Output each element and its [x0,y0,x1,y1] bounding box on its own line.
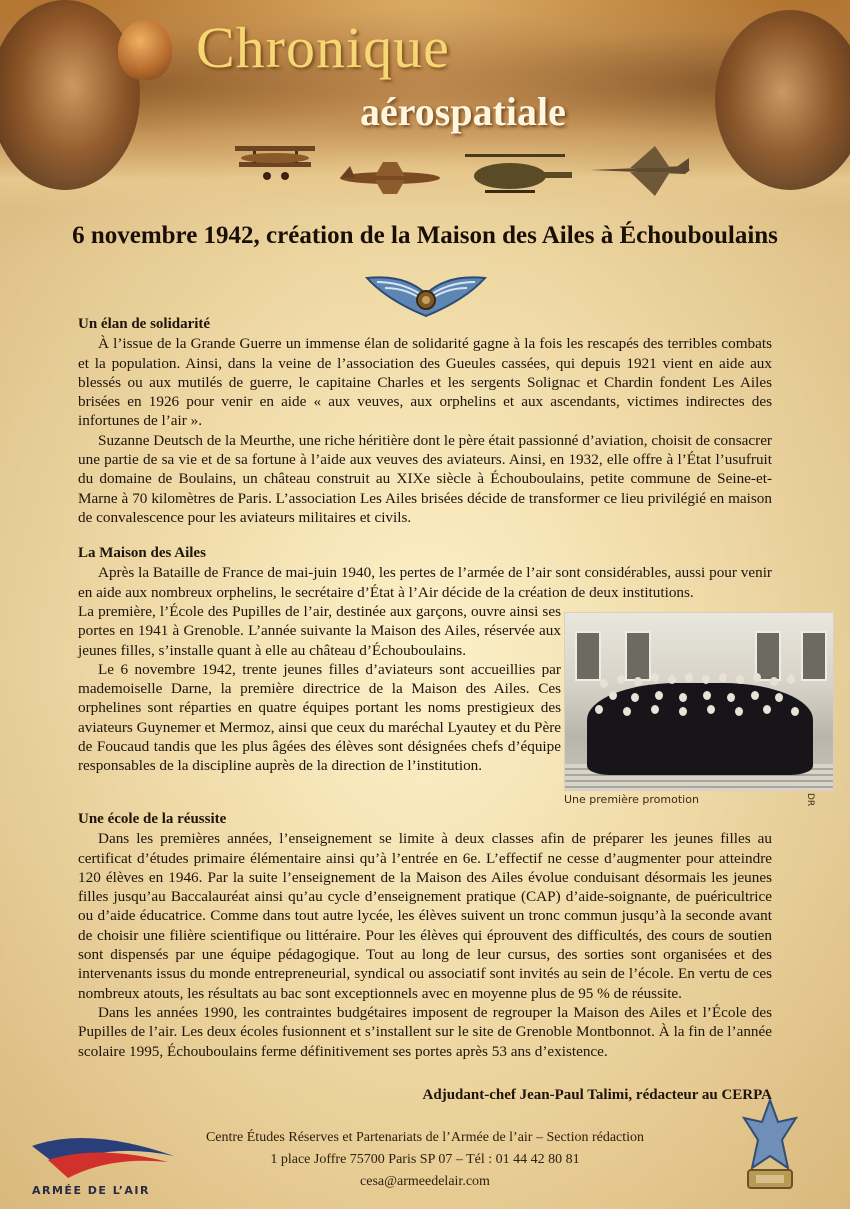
airplane-icon [335,158,445,198]
footer-line-organisation: Centre Études Réserves et Partenariats de l’Armée de l’air – Section rédaction [205,1130,645,1145]
section-maison-des-ailes-continued [78,602,561,776]
section-maison-des-ailes [78,544,772,602]
paragraph: Dans les années 1990, les contraintes budgétaires imposent de regrouper la Maison des Ailes et l’École des Pupilles de l’air. Les deux écoles fusionnent et s’installent sur le site de Grenoble Montbonnot. À la fin de l’année scolaire 1995, Échouboulains ferme définitivement ses portes après 53 ans d’existence. [78,1003,772,1060]
biplane-icon [225,132,325,182]
article-headline: 6 novembre 1942, création de la Maison des Ailes à Échouboulains [72,222,778,249]
paragraph: Suzanne Deutsch de la Meurthe, une riche héritière dont le père était passionné d’aviation, choisit de consacrer une partie de sa vie et de sa fortune à l’aide aux veuves des aviateurs. Ainsi, en 1932, elle offre à l’État l’usufruit du domaine de Boulains, un château construit au XIXe siècle à Échouboulains, petite commune de Seine-et-Marne à 70 kilomètres de Paris. L’association Les Ailes brisées décide de transformer ce lieu privilégié en maison de convalescence pour les aviateurs militaires et civils. [78,431,772,526]
footer-line-address: 1 place Joffre 75700 Paris SP 07 – Tél : 01 44 42 80 81 [270,1152,580,1167]
armee-de-l-air-logo-icon [28,1126,178,1186]
section-title: Un élan de solidarité [78,316,211,332]
header-title: Chronique [196,15,450,80]
promotion-photo [564,612,834,791]
section-title: Une école de la réussite [78,811,227,827]
pilot-portrait-icon [0,0,140,190]
armee-de-l-air-logo-text: ARMÉE DE L’AIR [32,1184,150,1197]
header-subtitle: aérospatiale [360,89,566,134]
jet-fighter-icon [585,140,695,200]
paragraph: La première, l’École des Pupilles de l’air, destinée aux garçons, ouvre ainsi ses portes en 1941 à Grenoble. L’année suivante la Maison des Ailes, réservée aux jeunes filles, s’installe quant à elle au château d’Échouboulains. [78,603,561,659]
paragraph: Le 6 novembre 1942, trente jeunes filles d’aviateurs sont accueillies par mademoiselle Darne, la première directrice de la Maison des Ailes. Ces orphelines sont réparties en quatre équipes portant les noms prestigieux des aviateurs Guynemer et Mermoz, ainsi que ceux du maréchal Lyautey et du Père de Foucaud tandis que les plus âgées des élèves sont désignées chefs d’équipe responsables de la discipline auprès de la direction de l’institution. [78,660,561,775]
paragraph: À l’issue de la Grande Guerre un immense élan de solidarité gagne à la fois les rescapés des terribles combats et la population. Ainsi, dans la veine de l’association des Gueules cassées, qui depuis 1921 vient en aide aux blessés ou aux mutilés de guerre, le capitaine Charles et les sergents Solignac et Chardin fondent Les Ailes brisées en 1926 pour venir en aide « aux veuves, aux orphelins et aux ascendants, victimes indirectes des infortunes de l’air ». [78,335,772,430]
photo-credit: DR [805,793,815,807]
paragraph: Après la Bataille de France de mai-juin 1940, les pertes de l’armée de l’air sont considérables, aussi pour venir en aide aux nombreux orphelins, le secrétaire d’État à l’Air décide de la création de deux institutions. [78,564,772,601]
helicopter-icon [455,148,575,198]
paragraph: Dans les premières années, l’enseignement se limite à deux classes afin de préparer les jeunes filles au certificat d’études primaire élémentaire ainsi qu’à l’entrée en 6e. L’effectif ne cesse d’augmenter pour atteindre 120 élèves en 1946. Par la suite l’enseignement de la Maison des Ailes évolue conduisant désormais les jeunes filles jusqu’au Baccalauréat ainsi qu’au cycle d’enseignement pratique (CAP) d’aide-soignante, de puéricultrice ou d’aide éducatrice. Comme dans tout autre lycée, les élèves suivent un tronc commun jusqu’à la seconde avant de choisir une filière scientifique ou littéraire. Pour les élèves qui éprouvent des difficultés, des cours de soutien sont dispensés par une équipe pédagogique. Tout au long de leur cursus, des sorties sont organisées et des intervenants issus du monde entrepreneurial, syndical ou associatif sont invités au sein de l’école. En vertu de ces nombreux atouts, les résultats au bac sont exceptionnels avec en moyenne plus de 95 % de réussite. [78,830,772,1002]
aviator-portrait-icon [715,10,850,190]
photo-caption: Une première promotion [564,793,699,806]
section-solidarite [78,315,772,527]
header-banner [0,0,850,210]
footer-line-email[interactable]: cesa@armeedelair.com [360,1174,490,1189]
section-title: La Maison des Ailes [78,545,206,561]
footer-contact [170,1127,680,1193]
author-signature: Adjudant-chef Jean-Paul Talimi, rédacteur au CERPA [422,1087,772,1103]
crest-icon [742,1098,798,1194]
section-ecole-reussite [78,810,772,1061]
balloon-icon [118,20,172,80]
